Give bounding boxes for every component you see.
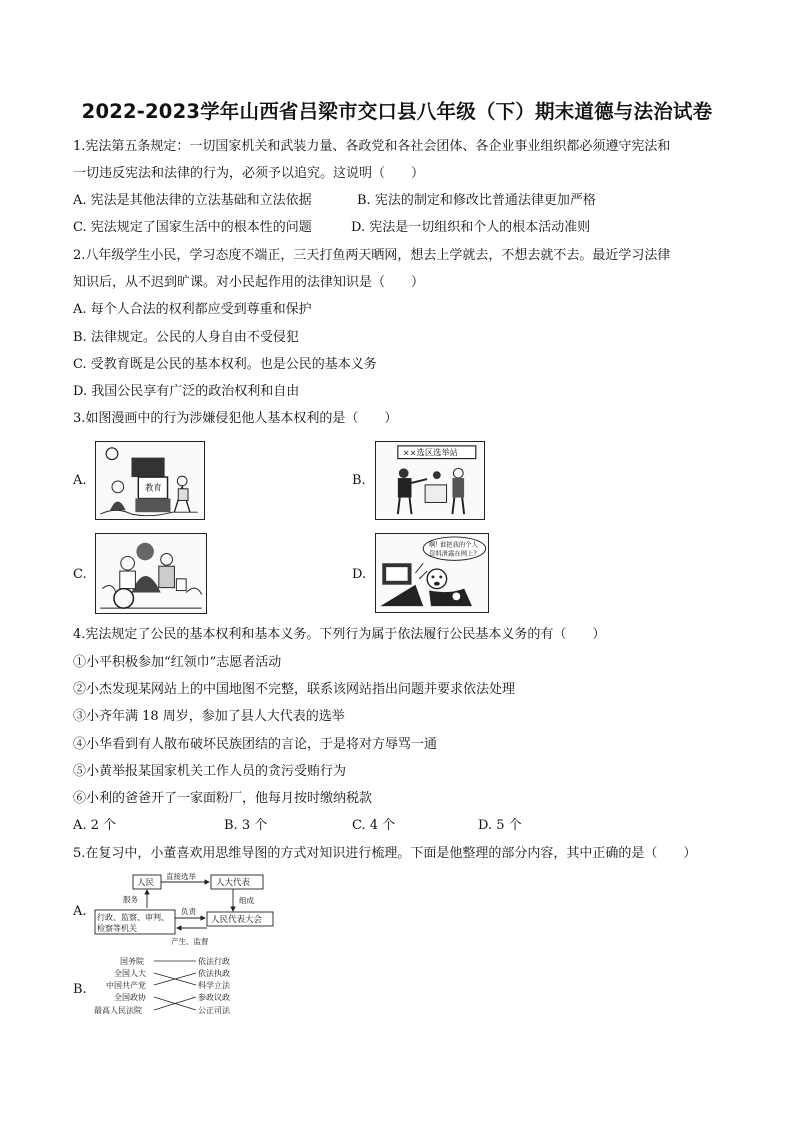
node-organs-1: 行政、监察、审判、	[97, 913, 169, 922]
q2-option-c: C. 受教育既是公民的基本权利。也是公民的基本义务	[73, 357, 377, 372]
q4-item-1: ①小平积极参加“红领巾”志愿者活动	[73, 655, 282, 670]
cartoon-c-drawing	[96, 534, 206, 613]
cartoon-d-text-2: 资料泄露在网上?	[429, 550, 477, 558]
q5-label-b: B.	[73, 982, 87, 997]
left-item-2: 全国人大	[114, 969, 146, 978]
q5-label-a: A.	[73, 904, 87, 919]
q3-cartoon-d	[375, 533, 489, 613]
node-people: 人民	[137, 878, 155, 888]
q1-stem-line2: 一切违反宪法和法律的行为，必须予以追究。这说明（ ）	[73, 166, 425, 181]
left-item-5: 最高人民法院	[94, 1006, 142, 1015]
node-npc: 人民代表大会	[211, 915, 263, 925]
matching-b	[92, 955, 252, 1021]
right-item-1: 依法行政	[198, 957, 230, 966]
q1-option-b: B. 宪法的制定和修改比普通法律更加严格	[357, 193, 596, 208]
q3-label-d: D.	[352, 567, 367, 582]
cartoon-a-drawing	[96, 442, 204, 519]
q4-option-c: C. 4 个	[352, 818, 396, 833]
q4-option-a: A. 2 个	[73, 818, 117, 833]
edge-produce-supervise: 产生、监督	[171, 937, 209, 946]
q1-option-a: A. 宪法是其他法律的立法基础和立法依据	[73, 193, 312, 208]
q3-cartoon-b	[375, 441, 485, 520]
edge-direct-election: 直接选举	[166, 872, 196, 881]
right-item-3: 科学立法	[198, 981, 230, 990]
page-title: 2022-2023学年山西省吕梁市交口县八年级（下）期末道德与法治试卷	[81, 100, 713, 123]
q2-option-b: B. 法律规定。公民的人身自由不受侵犯	[73, 330, 299, 345]
cartoon-b-text: ××选区选举站	[402, 447, 458, 458]
right-item-2: 依法执政	[198, 969, 230, 978]
q4-option-d: D. 5 个	[478, 818, 522, 833]
q2-stem-line1: 2.八年级学生小民，学习态度不端正，三天打鱼两天晒网，想去上学就去，不想去就不去。最近学习法律	[73, 248, 671, 263]
edge-responsible: 负责	[181, 907, 196, 916]
q5-diagram-a	[93, 870, 283, 948]
q2-option-a: A. 每个人合法的权利都应受到尊重和保护	[73, 302, 312, 317]
right-item-5: 公正司法	[198, 1006, 230, 1015]
q2-option-d: D. 我国公民享有广泛的政治权利和自由	[73, 384, 300, 399]
q4-stem: 4.宪法规定了公民的基本权利和基本义务。下列行为属于依法履行公民基本义务的有（ ）	[73, 627, 606, 642]
q3-stem: 3.如图漫画中的行为涉嫌侵犯他人基本权利的是（ ）	[73, 411, 398, 426]
q4-item-3: ③小齐年满 18 周岁，参加了县人大代表的选举	[73, 709, 345, 724]
cartoon-a-text: 教育	[145, 482, 162, 493]
cartoon-d-drawing	[376, 534, 488, 612]
q3-cartoon-a	[95, 441, 205, 520]
q5-diagram-b	[92, 955, 252, 1021]
q3-label-a: A.	[73, 473, 87, 488]
mindmap-a	[93, 870, 283, 948]
node-npc-rep: 人大代表	[216, 878, 251, 888]
q4-option-b: B. 3 个	[224, 818, 268, 833]
right-item-4: 参政议政	[198, 993, 230, 1002]
left-item-1: 国务院	[120, 957, 144, 966]
q2-stem-line2: 知识后，从不迟到旷课。对小民起作用的法律知识是（ ）	[73, 275, 425, 290]
q1-option-c: C. 宪法规定了国家生活中的根本性的问题	[73, 220, 312, 235]
left-item-3: 中国共产党	[106, 981, 146, 990]
q1-stem-line1: 1.宪法第五条规定：一切国家机关和武装力量、各政党和各社会团体、各企业事业组织都必须遵守宪法和	[73, 139, 671, 154]
q4-item-2: ②小杰发现某网站上的中国地图不完整，联系该网站指出问题并要求依法处理	[73, 682, 516, 697]
edge-form: 组成	[239, 896, 254, 905]
q5-stem: 5.在复习中，小董喜欢用思维导图的方式对知识进行梳理。下面是他整理的部分内容，其中正确的是（ ）	[73, 846, 697, 861]
q4-item-6: ⑥小利的爸爸开了一家面粉厂，他每月按时缴纳税款	[73, 791, 373, 806]
node-organs-2: 检察等机关	[97, 924, 137, 933]
edge-serve: 服务	[123, 895, 138, 904]
q4-item-4: ④小华看到有人散布破坏民族团结的言论，于是将对方辱骂一通	[73, 737, 438, 752]
q3-label-c: C.	[73, 567, 87, 582]
left-item-4: 全国政协	[114, 993, 146, 1002]
matching-lines	[154, 961, 196, 1010]
q1-option-d: D. 宪法是一切组织和个人的根本活动准则	[351, 220, 591, 235]
q4-item-5: ⑤小黄举报某国家机关工作人员的贪污受贿行为	[73, 764, 347, 779]
cartoon-d-text-1: 啊! 谁把我的个人	[429, 541, 478, 549]
q3-cartoon-c	[95, 533, 207, 614]
cartoon-b-drawing	[376, 442, 484, 519]
q3-label-b: B.	[352, 473, 366, 488]
